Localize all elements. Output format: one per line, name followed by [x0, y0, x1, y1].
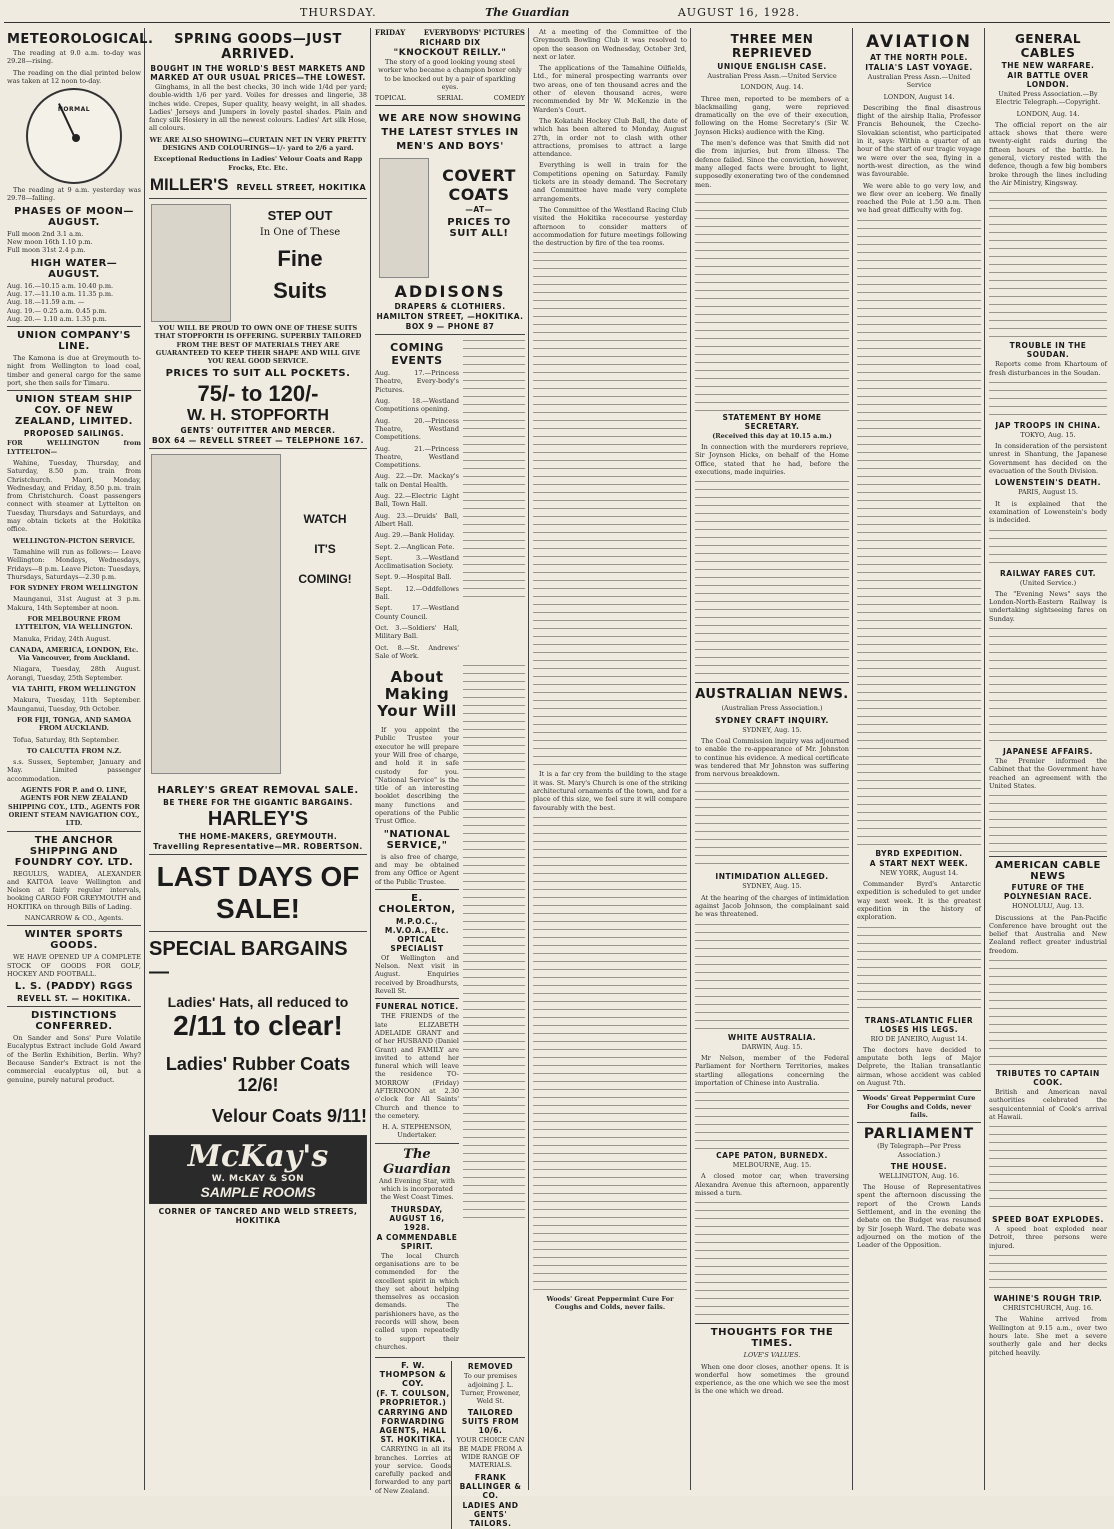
reprieved-heading: THREE MEN REPRIEVED	[730, 32, 814, 60]
dial-hub-icon	[72, 134, 80, 142]
white-continued	[695, 1090, 849, 1150]
honolulu-continued	[989, 958, 1107, 1068]
event-item: Aug. 20.—Princess Theatre, Westland Competitions.	[375, 416, 459, 442]
water-row: Aug. 17.—11.10 a.m. 11.35 p.m.	[7, 289, 114, 298]
column-5	[692, 28, 852, 1490]
millers-logo: MILLER'S	[149, 174, 229, 194]
last-days-heading: LAST DAYS OF SALE!	[156, 861, 360, 925]
water-row: Aug. 18.—11.59 a.m. —	[7, 298, 85, 307]
local-news-continued	[533, 815, 687, 1295]
intimidation-text: At the hearing of the charges of intimidation against Jacob Johnson, the complainant said he was threatened.	[695, 893, 849, 919]
railway-continued	[989, 626, 1107, 746]
intimidation-continued	[695, 922, 849, 1032]
velour-coats-text: Velour Coats 9/11!	[211, 1106, 367, 1127]
watch-text: WATCH	[303, 512, 347, 527]
thompson-sub2: CARRYING AND FORWARDING AGENTS, HALL ST. HOKITIKA.	[377, 1408, 449, 1445]
event-item: Aug. 29.—Bank Holiday.	[375, 531, 455, 540]
prices-text: PRICES TO SUIT ALL POCKETS.	[165, 368, 351, 380]
event-item: Aug. 18.—Westland Competitions opening.	[375, 397, 459, 414]
fine-text: Fine	[277, 245, 323, 271]
event-item: Oct. 8.—St. Andrews' Sale of Work.	[375, 643, 459, 660]
price-range: 75/- to 120/-	[197, 381, 319, 407]
local-news-text: Everything is well in train for the Competitions opening on Saturday. Family tickets are in steady demand. The Secretary and Committee have made very complete arrangements.	[533, 161, 687, 203]
moon-row: Full moon 31st 2.4 p.m.	[7, 246, 86, 255]
masthead	[300, 6, 800, 20]
masthead-day: THURSDAY.	[300, 6, 377, 19]
reprieved-text: The men's defence was that Smith did not die from injuries, but from illness. The defence failed. Since the conviction, however, many alleged facts were brought to light, supposedly exonerating two of the condemned men.	[695, 139, 849, 189]
event-item: Aug. 21.—Princess Theatre, Westland Competitions.	[375, 444, 459, 470]
route-text: Makura, Tuesday, 11th September. Maunganui, Tuesday, 9th October.	[7, 696, 141, 713]
aviation-continued	[857, 218, 981, 848]
soudan-continued	[989, 380, 1107, 420]
dateline: LONDON, Aug. 14.	[1016, 109, 1080, 118]
honolulu-text: Discussions at the Pan-Pacific Conference have brought out the belief that Australia and New Zealand reflect greater industrial freedom.	[989, 913, 1107, 955]
dateline: HONOLULU, Aug. 13.	[1012, 902, 1084, 911]
winter-text: WE HAVE OPENED UP A COMPLETE STOCK OF GOODS FOR GOLF, HOCKEY AND FOOTBALL.	[7, 953, 141, 978]
reading-man-illustration	[151, 454, 281, 774]
moon-heading: PHASES OF MOON—AUGUST.	[14, 205, 134, 228]
events-list	[375, 369, 459, 660]
local-news-text: The applications of the Tamahine Oilfields, Ltd., for mineral prospecting warrants over two areas, one of ten thousand acres and the other of eleven thousand acres, were recommended by Mr W. McKenzie in the Warden's Court.	[533, 64, 687, 114]
dial-label: NORMAL	[57, 106, 91, 114]
press-credit: Australian Press Assn.—United Service	[707, 72, 837, 80]
railway-heading: RAILWAY FARES CUT.	[999, 568, 1097, 578]
winter-heading: WINTER SPORTS GOODS.	[24, 929, 124, 952]
addisons-sub: DRAPERS & CLOTHIERS.	[394, 302, 506, 312]
tributes-text: British and American naval authorities celebrated the sesquicentennial of Cook's arrival at Hawaii.	[989, 1087, 1107, 1121]
knockout-reilly-title: "KNOCKOUT REILLY."	[393, 48, 507, 58]
received-note: (Received this day at 10.15 a.m.)	[712, 431, 832, 440]
china-heading: JAP TROOPS IN CHINA.	[995, 420, 1101, 430]
column-rule	[370, 28, 371, 1490]
china-text: In consideration of the persistent unrest in Shantung, the Japanese Government has decided on the evacuation of the South Division.	[989, 442, 1107, 476]
funeral-heading: FUNERAL NOTICE.	[375, 1002, 459, 1012]
church-article-text	[463, 663, 525, 1223]
removed-heading: REMOVED	[467, 1362, 514, 1372]
its-text: IT'S	[314, 542, 336, 557]
reductions-text: Exceptional Reductions in Ladies' Velour Coats and Rapp Frocks, Etc. Etc.	[153, 155, 363, 172]
guardian-title: The Guardian	[383, 1146, 451, 1177]
local-news-text: At a meeting of the Committee of the Greymouth Bowling Club it was resolved to open the season on Wednesday, October 3rd, next or later.	[533, 28, 687, 61]
editorial-text: The local Church organisations are to be commended for the excellent spirit in which they set about helping themselves as occasion demands. The parishioners have, as the records will show, been called upon repeatedly to support their churches.	[375, 1251, 459, 1351]
lowenstein-heading: LOWENSTEIN'S DEATH.	[995, 478, 1101, 488]
hats-price: 2/11 to clear!	[173, 1010, 343, 1042]
parliament-heading: PARLIAMENT	[863, 1126, 975, 1143]
millers-address: REVELL STREET, HOKITIKA	[236, 182, 367, 192]
water-row: Aug. 16.—10.15 a.m. 10.40 p.m.	[7, 281, 114, 290]
ballinger-name: FRANK BALLINGER & CO.	[459, 1472, 522, 1500]
white-australia-text: Mr Nelson, member of the Federal Parliament for Northern Territories, makes startling allegations concerning the importation of Chinese into Australia.	[695, 1053, 849, 1087]
union-heading: UNION COMPANY'S LINE.	[17, 330, 131, 353]
route-heading: WELLINGTON-PICTON SERVICE.	[12, 536, 136, 545]
choice-text: YOUR CHOICE CAN BE MADE FROM A WIDE RANGE OF MATERIALS.	[456, 1436, 525, 1470]
dateline: WELLINGTON, Aug. 16.	[878, 1171, 960, 1180]
event-item: Sept. 3.—Westland Acclimatisation Society.	[375, 553, 459, 571]
dateline: NEW YORK, August 14.	[879, 868, 959, 877]
speed-continued	[989, 1253, 1107, 1293]
spring-text: WE ARE ALSO SHOWING—CURTAIN NET IN VERY PRETTY DESIGNS AND COLOURINGS—1/- yard to 2/6 a yard.	[149, 135, 367, 153]
local-news-continued	[533, 250, 687, 770]
event-item: Aug. 22.—Electric Light Ball, Town Hall.	[375, 492, 459, 509]
parliament-text: The House of Representatives spent the afternoon discussing the report of the Crown Lands Settlement, and in the evening the debate on the Budget was resumed by Sir Joseph Ward. The debate was adjourned on the motion of the Leader of the Opposition.	[857, 1183, 981, 1250]
event-item: Sept. 9.—Hospital Ball.	[375, 573, 452, 582]
byrd-sub: A START NEXT WEEK.	[869, 858, 969, 868]
woods-ad: Woods' Great Peppermint Cure For Coughs and Colds, never fails.	[862, 1094, 976, 1119]
harleys-sub: THE HOME-MAKERS, GREYMOUTH.	[178, 832, 338, 842]
addisons-address: HAMILTON STREET, —HOKITIKA.	[376, 312, 524, 322]
column-rule	[690, 28, 691, 1490]
dateline: CHRISTCHURCH, Aug. 16.	[1002, 1304, 1094, 1313]
event-item: Aug. 22.—Dr. Mackay's talk on Dental Health.	[375, 472, 459, 489]
wahine-text: The Wahine arrived from Wellington at 9.15 a.m., over two hours late. She met a severe southerly gale and her decks pitched heavily.	[989, 1315, 1107, 1357]
harleys-logo: HARLEY'S	[207, 808, 309, 831]
warfare-sub: THE NEW WARFARE.	[1001, 61, 1095, 70]
wahine-heading: WAHINE'S ROUGH TRIP.	[993, 1294, 1103, 1304]
sample-rooms: SAMPLE ROOMS	[200, 1184, 316, 1201]
pictures-label: EVERYBODYS' PICTURES	[423, 28, 525, 37]
spring-subheading: BOUGHT IN THE WORLD'S BEST MARKETS AND MARKED AT OUR USUAL PRICES—THE LOWEST.	[150, 64, 366, 82]
guardian-sub: And Evening Star, with which is incorporated the West Coast Times.	[379, 1176, 455, 1202]
covert-coats: COVERT COATS	[442, 166, 516, 205]
man-in-suit-illustration	[151, 204, 231, 322]
column-4	[530, 28, 690, 1490]
about-will-text: If you appoint the Public Trustee your executor he will prepare your Will free of charge, and hold it in safe custody for you. "National Service" is the title of an interesting booklet describing the many functions and operations of the Public Trust Office.	[375, 726, 459, 826]
love-heading: LOVE'S VALUES.	[743, 1351, 801, 1360]
speed-boat-text: A speed boat exploded near Detroit, three persons were injured.	[989, 1225, 1107, 1250]
column-rule	[528, 28, 529, 1490]
flier-text: The doctors have decided to amputate both legs of Major Delprete, the Italian transatlantic airman, whose accident was cabled on August 7th.	[857, 1045, 981, 1088]
route-heading: TO CALCUTTA FROM N.Z.	[26, 746, 122, 755]
railway-text: The "Evening News" says the London-North-Eastern Railway is undertaking sightseeing fares on Sunday.	[989, 589, 1107, 623]
route-text: s.s. Sussex, September, January and May. Limited passenger accommodation.	[7, 758, 141, 783]
dateline: LONDON, August 14.	[883, 92, 955, 101]
mckay-sub: W. McKAY & SON	[211, 1174, 305, 1185]
house-heading: THE HOUSE.	[890, 1161, 948, 1171]
route-text: Tofua, Saturday, 8th September.	[13, 735, 120, 744]
removed-text: To our premises adjoining J. L. Turner, Frowener, Weld St.	[460, 1372, 521, 1406]
speed-boat-heading: SPEED BOAT EXPLODES.	[992, 1215, 1104, 1225]
met-text: The reading on the dial printed below was taken at 12 noon to-day.	[7, 68, 141, 85]
stopforth-text: YOU WILL BE PROUD TO OWN ONE OF THESE SUITS THAT STOPFORTH IS OFFERING. SUPERBLY TAILORED FROM THE BEST OF MATERIALS THEY ARE GUARANTEED TO KEEP THEIR SHAPE AND WILL GIVE YOU REAL GOOD SERVICE.	[154, 323, 362, 366]
event-item: Sept. 17.—Westland County Council.	[375, 604, 459, 621]
coming-text: COMING!	[298, 572, 352, 587]
column-2	[146, 28, 370, 1490]
thoughts-heading: THOUGHTS FOR THE TIMES.	[710, 1327, 834, 1350]
soudan-heading: TROUBLE IN THE SOUDAN.	[1009, 341, 1087, 360]
tailored-text: TAILORED SUITS FROM 10/6.	[461, 1408, 520, 1436]
intimidation-heading: INTIMIDATION ALLEGED.	[715, 872, 829, 882]
cholerton-heading: E. CHOLERTON,	[378, 892, 456, 915]
friday-label: FRIDAY	[375, 28, 406, 37]
harleys-sale-text: HARLEY'S GREAT REMOVAL SALE.	[157, 785, 359, 797]
anchor-text: REGULUS, WADIEA, ALEXANDER and KAITOA leave Wellington and Nelson at fairly regular intervals, booking CARGO FOR GREYMOUTH and HOKITIKA on through Bills of Lading.	[7, 869, 141, 911]
route-heading: CANADA, AMERICA, LONDON, Etc. Via Vancouver, from Auckland.	[9, 645, 139, 663]
moon-row: New moon 16th 1.10 p.m.	[7, 238, 93, 247]
love-text: When one door closes, another opens. It is wonderful how sometimes the ground experience, as the one which we see the most is the one which we dread.	[695, 1362, 849, 1396]
route-text: Manuka, Friday, 24th August.	[13, 634, 111, 643]
north-pole-sub: AT THE NORTH POLE.	[870, 53, 968, 62]
editorial-heading: A COMMENDABLE SPIRIT.	[376, 1232, 458, 1251]
statement-heading: STATEMENT BY HOME SECRETARY.	[722, 412, 822, 431]
press-credit: (By Telegraph—Per Press Association.)	[877, 1142, 961, 1159]
masthead-rule	[4, 22, 1110, 23]
sydney-continued	[695, 781, 849, 871]
usco-heading: UNION STEAM SHIP COY. OF NEW ZEALAND, LIMITED.	[15, 394, 133, 428]
met-text: The reading at 9.0 a.m. to-day was 29.28—rising.	[7, 49, 141, 66]
stopforth-name: W. H. STOPFORTH	[187, 407, 329, 425]
sydney-heading: SYDNEY CRAFT INQUIRY.	[715, 715, 829, 725]
water-row: Aug. 19.— 0.25 a.m. 0.45 p.m.	[7, 306, 107, 315]
cholerton-sub: M.P.O.C., M.V.O.A., Etc. OPTICAL SPECIALIST	[384, 916, 450, 953]
column-rule	[984, 28, 985, 1490]
byrd-text: Commander Byrd's Antarctic expedition is scheduled to get under way next week. It is the greatest expedition in the history of exploration.	[857, 880, 981, 922]
water-row: Aug. 20.— 1.10 a.m. 1.35 p.m.	[7, 314, 107, 323]
reprieved-text: Three men, reported to be members of a blackmailing gang, were reprieved dramatically on the eve of their execution, following on the Home Secretary's (Sir W. Joynson Hicks) audience with the King.	[695, 94, 849, 136]
dateline: RIO DE JANEIRO, August 14.	[870, 1034, 968, 1043]
lowenstein-continued	[989, 528, 1107, 568]
cables-text: The official report on the air attack shows that there were twenty-eight raids during the fifteen hours of the battle. In general, victory rested with the defence, though a few big bombers broke through the lines including the Air Ministry, Kingsway.	[989, 120, 1107, 187]
dateline: SYDNEY, Aug. 15.	[742, 882, 802, 891]
column-rule	[144, 28, 145, 1490]
masthead-date: AUGUST 16, 1928.	[677, 6, 800, 19]
byrd-continued	[857, 925, 981, 1015]
future-sub: FUTURE OF THE POLYNESIAN RACE.	[1003, 883, 1093, 902]
column-6	[854, 28, 984, 1490]
australian-news-heading: AUSTRALIAN NEWS.	[695, 687, 849, 703]
route-text: Niagara, Tuesday, 28th August. Aorangi, Tuesday, 25th September.	[7, 665, 141, 682]
press-credit: (United Service.)	[1019, 578, 1077, 587]
guardian-date: THURSDAY, AUGUST 16, 1928.	[389, 1204, 445, 1232]
anchor-heading: THE ANCHOR SHIPPING AND FOUNDRY COY. LTD.	[14, 834, 134, 868]
topical-label: TOPICAL	[375, 94, 406, 103]
statement-continued	[695, 479, 849, 679]
cape-text: A closed motor car, when traversing Alexandra Avenue this afternoon, apparently missed a turn.	[695, 1172, 849, 1197]
distinctions-text: On Sander and Sons' Pure Volatile Eucalyptus Extract include Gold Award of the Berlin Exhibition, Berlin. Why? Because Sander's Extract is not the commercial eucalyptus oil, but a genuine, purely natural product.	[7, 1034, 141, 1084]
lowenstein-text: It is explained that the examination of Lowenstein's body is indecided.	[989, 499, 1107, 525]
richard-dix: RICHARD DIX	[419, 38, 481, 47]
dateline: MELBOURNE, Aug. 15.	[732, 1161, 812, 1170]
statement-text: In connection with the murderers reprieve, Sir Joynson Hicks, on behalf of the Home Office, stated that he had, before the executions, made inquiries.	[695, 443, 849, 477]
thompson-text: CARRYING in all its branches. Lorries at your service. Goods carefully packed and forwarded to any part of New Zealand.	[375, 1445, 451, 1495]
showing-text: WE ARE NOW SHOWING THE LATEST STYLES IN MEN'S AND BOYS'	[378, 113, 522, 153]
mckays-logo: McKay's	[187, 1139, 329, 1175]
serial-label: SERIAL	[436, 94, 463, 103]
dateline: PARIS, August 15.	[1018, 488, 1078, 497]
japanese-heading: JAPANESE AFFAIRS.	[1002, 747, 1094, 757]
agents-text: AGENTS FOR P. and O. LINE, AGENTS FOR NEW ZEALAND SHIPPING COY., LTD., AGENTS FOR ORIENT STEAM NAVIGATION COY., LTD.	[8, 786, 140, 828]
flier-heading: TRANS-ATLANTIC FLIER LOSES HIS LEGS.	[864, 1015, 974, 1034]
unique-sub: UNIQUE ENGLISH CASE.	[717, 62, 827, 71]
japanese-continued	[989, 793, 1107, 853]
mckay-address: CORNER OF TANCRED AND WELD STREETS, HOKITIKA	[158, 1207, 358, 1226]
thompson-sub: (F. T. COULSON, PROPRIETOR.)	[376, 1389, 450, 1408]
air-battle-sub: AIR BATTLE OVER LONDON.	[1007, 71, 1089, 89]
spring-text: Ginghams, in all the best checks, 30 inch wide 1/4d per yard; double-width 1/6 per yard. Voiles for dresses and lingerie, 38 inches wide. Crepes, Super quality, heavy weight, in all shades. Ladies' Jerseys and Jumpers in lovely pastel shades. Plain and fancy silk Hosiery in all the newest colours. Ladies' Art silk Hose, all colours.	[149, 83, 367, 133]
coat-illustration	[379, 158, 429, 278]
press-credit: Australian Press Assn.—United Service	[867, 73, 971, 90]
japanese-text: The Premier informed the Cabinet that the Government have reached an agreement with the United States.	[989, 757, 1107, 790]
moon-row: Full moon 2nd 3.1 a.m.	[7, 229, 84, 238]
woods-ad: Woods' Great Peppermint Cure For Coughs and Colds, never fails.	[546, 1294, 674, 1312]
dateline: DARWIN, Aug. 15.	[741, 1042, 803, 1051]
column-7	[986, 28, 1110, 1490]
cholerton-text: Of Wellington and Nelson. Next visit in August. Enquiries received by Broadhursts, Revell St.	[375, 953, 459, 996]
union-text: The Kamona is due at Greymouth to-night from Wellington to load coal, timber and general cargo for the same port, she then sails for Timaru.	[7, 354, 141, 388]
barometer-dial	[26, 88, 122, 184]
distinctions-heading: DISTINCTIONS CONFERRED.	[30, 1010, 118, 1033]
hats-text: Ladies' Hats, all reduced to	[167, 994, 349, 1011]
step-out-text: STEP OUT	[267, 207, 333, 223]
film-text: The story of a good looking young steel worker who became a champion boxer only to be knocked out by a pair of sparkling eyes.	[378, 58, 522, 91]
comedy-label: COMEDY	[493, 94, 525, 103]
addisons-logo: ADDISONS	[394, 282, 506, 302]
meteorological-heading: METEOROLOGICAL.	[7, 32, 154, 47]
sailings-heading: PROPOSED SAILINGS.	[23, 429, 125, 439]
route-heading: FOR WELLINGTON from LYTTELTON—	[7, 439, 141, 456]
rubber-coats-text: Ladies' Rubber Coats 12/6!	[165, 1054, 351, 1096]
bargains-text: BE THERE FOR THE GIGANTIC BARGAINS.	[163, 798, 353, 808]
harleys-rep: Travelling Representative—MR. ROBERTSON.	[153, 842, 363, 852]
aviation-heading: AVIATION	[866, 32, 972, 52]
cables-continued	[989, 190, 1107, 340]
sydney-text: The Coal Commission inquiry was adjourned to enable the re-appearance of Mr. Johnston to continue his evidence. A medical certificate was tendered that Mr Johnston was suffering from nervous breakdown.	[695, 736, 849, 779]
dateline: SYDNEY, Aug. 15.	[742, 725, 802, 734]
general-cables-heading: GENERAL CABLES	[1015, 32, 1081, 60]
one-of-these-text: In One of These	[259, 226, 341, 238]
funeral-text: THE FRIENDS of the late ELIZABETH ADELAIDE GRANT and of her HUSBAND (Daniel Grant) and FAMILY are invited to attend her funeral which will leave the residence TO-MORROW (Friday) AFTERNOON at 2.30 o'clock for All Saints' Church and thence to the cemetery.	[375, 1012, 459, 1120]
undertaker-text: H. A. STEPHENSON, Undertaker.	[382, 1123, 452, 1140]
addisons-box: BOX 9 — PHONE 87	[405, 322, 495, 332]
soudan-text: Reports come from Khartoum of fresh disturbances in the Soudan.	[989, 360, 1107, 377]
route-heading: VIA TAHITI, FROM WELLINGTON	[11, 685, 136, 694]
column-3	[372, 28, 528, 1528]
event-item: Sept. 12.—Oddfellows Ball.	[375, 584, 459, 602]
about-will-heading: About Making Your Will	[377, 668, 457, 721]
event-item: Aug. 23.—Druids' Ball, Albert Hall.	[375, 511, 459, 528]
american-cable-heading: AMERICAN CABLE NEWS	[995, 860, 1101, 883]
tributes-continued	[989, 1124, 1107, 1214]
aviation-text: Describing the final disastrous flight of the airship Italia, Professor Francis Behounek, the Czecho-Slovakian scientist, who participated in it, says: Within a quarter of an hour of the start of our tragic voyage we were over the sea, flying in a north-west direction, as the wind was favourable.	[857, 103, 981, 179]
rggs-address: REVELL ST. — HOKITIKA.	[17, 994, 131, 1004]
ballinger-sub: LADIES AND GENTS' TAILORS.	[462, 1500, 519, 1528]
masthead-paper-title: The Guardian	[485, 6, 570, 19]
route-text: Wahine, Tuesday, Thursday, and Saturday, 8.50 p.m. train from Christchurch. Maori, Monday, Wednesday, and Friday, 8.50 p.m. train from Christchurch. Coast passengers connect with steamer at Lyttelton on Tuesday, Thursdays and Saturdays, and may obtain tickets at the Hokitika office.	[7, 458, 141, 534]
stopforth-sub: GENTS' OUTFITTER AND MERCER.	[180, 426, 336, 436]
suits-text: Suits	[273, 277, 327, 303]
spring-heading: SPRING GOODS—JUST ARRIVED.	[174, 32, 342, 62]
mckays-logo-block	[149, 1135, 367, 1204]
event-item: Sept. 2.—Anglican Fete.	[375, 542, 455, 551]
cape-continued	[695, 1200, 849, 1320]
italia-sub: ITALIA'S LAST VOYAGE.	[865, 63, 973, 72]
thompson-heading: F. W. THOMPSON & COY.	[379, 1361, 447, 1389]
anchor-agents: NANCARROW & CO., Agents.	[24, 914, 124, 922]
national-service-heading: "NATIONAL SERVICE,"	[383, 828, 451, 851]
stopforth-address: BOX 64 — REVELL STREET — TELEPHONE 167.	[151, 436, 365, 446]
press-credit: United Press Association.—By Electric Telegraph.—Copyright.	[995, 90, 1101, 107]
route-heading: FOR MELBOURNE FROM LYTTELTON, VIA WELLINGTON.	[15, 614, 133, 632]
met-text: The reading at 9 a.m. yesterday was 29.78—falling.	[7, 186, 141, 203]
white-australia-heading: WHITE AUSTRALIA.	[727, 1032, 817, 1042]
route-text: Maunganui, 31st August at 3 p.m. Makura, 14th September at noon.	[7, 595, 141, 612]
rggs-name: L. S. (PADDY) RGGS	[14, 981, 134, 993]
reprieved-continued	[695, 192, 849, 412]
national-service-text: is also free of charge, and may be obtained from any Office or Agent of the Public Trustee.	[375, 852, 459, 886]
tributes-heading: TRIBUTES TO CAPTAIN COOK.	[996, 1068, 1100, 1087]
event-item: Oct. 3.—Soldiers' Hall, Military Ball.	[375, 623, 459, 641]
event-item: Aug. 17.—Princess Theatre, Every-body's Pictures.	[375, 369, 459, 394]
special-bargains-heading: SPECIAL BARGAINS—	[149, 938, 348, 984]
church-article-text	[463, 338, 525, 598]
route-heading: FOR SYDNEY FROM WELLINGTON	[9, 584, 139, 593]
local-news-text: The Committee of the Westland Racing Club visited the Hokitika racecourse yesterday afternoon to consider matters of accommodation for future meetings following the destruction by fire of the tea rooms.	[533, 205, 687, 248]
at-text: —AT—	[465, 205, 493, 215]
column-rule	[852, 28, 853, 1490]
dateline: TOKYO, Aug. 15.	[1020, 430, 1076, 439]
byrd-heading: BYRD EXPEDITION.	[875, 848, 963, 858]
press-credit: (Australian Press Association.)	[721, 704, 823, 713]
local-news-text: It is a far cry from the building to the stage it was. St. Mary's Church is one of the striking architectural ornaments of the town, and for a place of this size, we feel sure it will compare favourably with the best.	[533, 770, 687, 812]
coming-events-heading: COMING EVENTS	[390, 341, 444, 368]
water-heading: HIGH WATER—AUGUST.	[30, 257, 118, 280]
aviation-text: We were able to go very low, and we flew over an iceberg. We finally reached the Pole at 1.50 a.m. Then we had great difficulty with fog.	[857, 181, 981, 215]
dateline: LONDON, Aug. 14.	[740, 83, 804, 92]
local-news-text: The Kokatahi Hockey Club Ball, the date of which has been altered to Monday, August 27th, in order not to clash with other attractions, promises to attract a large attendance.	[533, 116, 687, 159]
route-heading: FOR FIJI, TONGA, AND SAMOA FROM AUCKLAND.	[16, 715, 132, 733]
route-text: Tamahine will run as follows:— Leave Wellington: Mondays, Wednesdays, Fridays—8 p.m. Leave Picton: Tuesdays, Thursdays, Saturdays—2.30 p.m.	[7, 547, 141, 581]
prices-suit-all: PRICES TO SUIT ALL!	[447, 217, 511, 240]
cape-heading: CAPE PATON, BURNEDX.	[716, 1151, 828, 1161]
column-1	[4, 28, 154, 1490]
